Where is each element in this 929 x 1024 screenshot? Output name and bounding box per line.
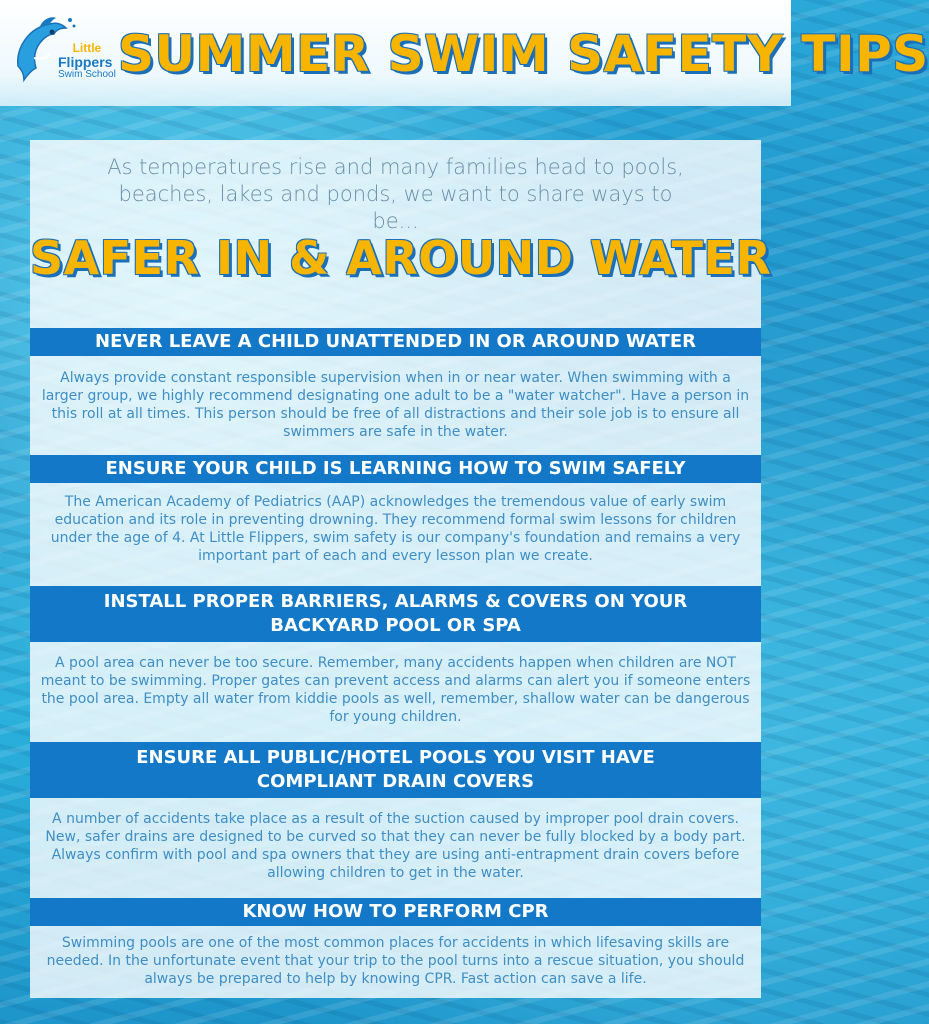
- section-body-drains: A number of accidents take place as a result of the suction caused by improper pool drain covers. New, safer drains are designed to be curved so that they can never be fully blocked by a body part. Always confirm with pool and spa owners that they are using anti-entrapment drain covers before allowing children to get in the water.: [45, 811, 746, 881]
- section-heading-cpr: KNOW HOW TO PERFORM CPR: [30, 898, 761, 926]
- logo-school: Swim School: [58, 69, 116, 80]
- section-heading-drains: ENSURE ALL PUBLIC/HOTEL POOLS YOU VISIT HAVE COMPLIANT DRAIN COVERS: [30, 742, 761, 798]
- logo: [10, 14, 120, 92]
- header: [0, 0, 929, 106]
- section-body-learning: The American Academy of Pediatrics (AAP) acknowledges the tremendous value of early swim education and its role in preventing drowning. They recommend formal swim lessons for children under the age of 4. At Little Flippers, swim safety is our company's foundation and remains a very important part of each and every lesson plan we create.: [50, 494, 741, 564]
- logo-flippers: Flippers: [58, 54, 113, 70]
- section-body-barriers: A pool area can never be too secure. Remember, many accidents happen when children are NOT meant to be swimming. Proper gates can prevent access and alarms can alert you if someone enters the pool area. Empty all water from kiddie pools as well, remember, shallow water can be dangerous for young children.: [40, 655, 751, 725]
- tagline: SAFER IN & AROUND WATER: [30, 231, 772, 285]
- section-body-supervision: Always provide constant responsible supervision when in or near water. When swimming with a larger group, we highly recommend designating one adult to be a "water watcher". Have a person in this roll at all times. This person should be free of all distractions and their sole job is to ensure all swimmers are safe in the water.: [41, 370, 750, 440]
- section-heading-supervision: NEVER LEAVE A CHILD UNATTENDED IN OR AROUND WATER: [30, 328, 761, 356]
- section-heading-barriers: INSTALL PROPER BARRIERS, ALARMS & COVERS ON YOUR BACKYARD POOL OR SPA: [30, 586, 761, 642]
- page-title: SUMMER SWIM SAFETY TIPS: [118, 25, 929, 83]
- intro-text: As temperatures rise and many families head to pools, beaches, lakes and ponds, we want to share ways to be...: [107, 155, 684, 233]
- logo-little: Little: [72, 41, 102, 55]
- section-heading-learning: ENSURE YOUR CHILD IS LEARNING HOW TO SWIM SAFELY: [30, 455, 761, 483]
- section-body-cpr: Swimming pools are one of the most common places for accidents in which lifesaving skills are needed. In the unfortunate event that your trip to the pool turns into a rescue situation, you should always be prepared to help by knowing CPR. Fast action can save a life.: [46, 935, 745, 987]
